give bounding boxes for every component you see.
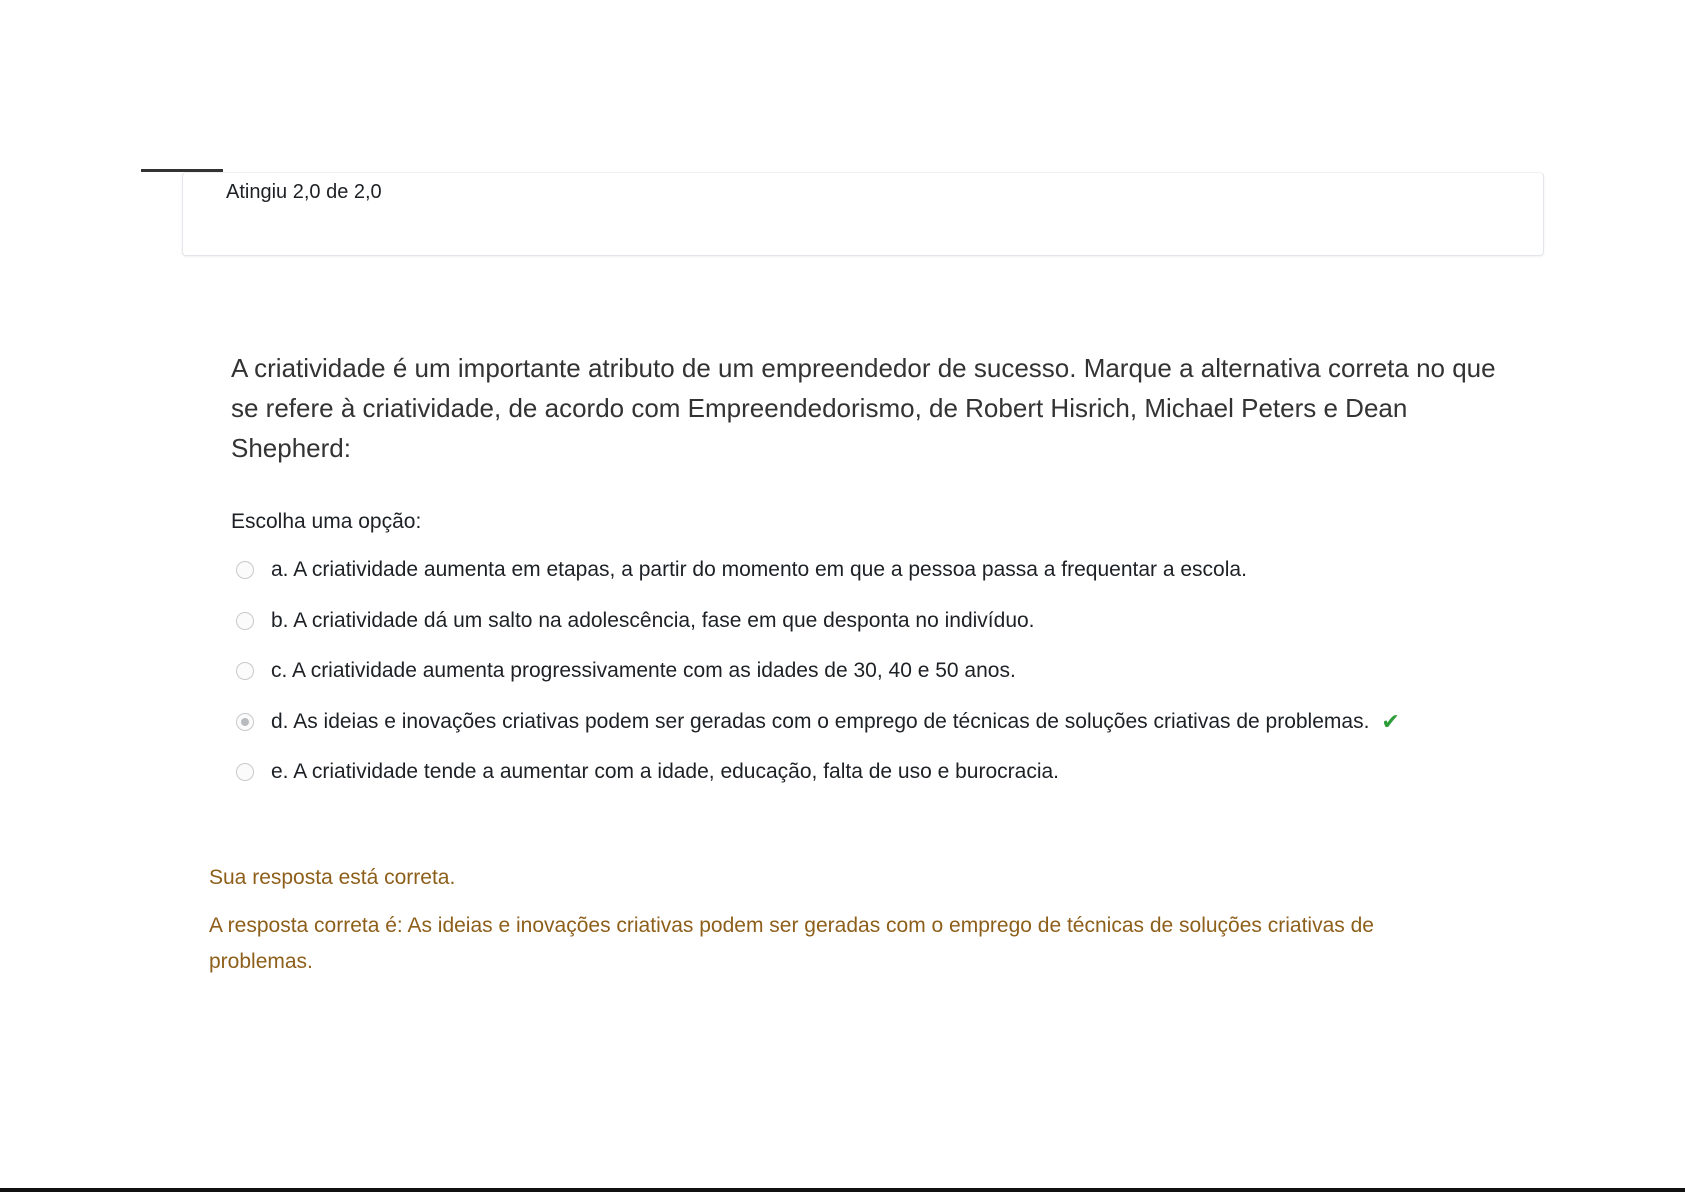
- grade-card: [182, 172, 1544, 256]
- radio-button[interactable]: [236, 561, 254, 579]
- answer-label: d. As ideias e inovações criativas podem ser geradas com o emprego de técnicas de soluções criativas de problemas.: [271, 709, 1370, 733]
- answer-prompt: Escolha uma opção:: [231, 510, 422, 533]
- check-icon: ✔: [1381, 708, 1400, 734]
- answer-option-e[interactable]: [236, 747, 1536, 798]
- answer-option-c[interactable]: [236, 646, 1536, 697]
- answer-list: [236, 545, 1536, 798]
- radio-button-selected[interactable]: [236, 713, 254, 731]
- answer-label: a. A criatividade aumenta em etapas, a partir do momento em que a pessoa passa a frequentar a escola.: [271, 558, 1247, 582]
- answer-label: b. A criatividade dá um salto na adolescência, fase em que desponta no indivíduo.: [271, 608, 1035, 632]
- answer-option-d[interactable]: [236, 697, 1536, 748]
- radio-button[interactable]: [236, 662, 254, 680]
- grade-text: Atingiu 2,0 de 2,0: [226, 181, 382, 203]
- feedback-panel: [209, 866, 1469, 980]
- radio-button[interactable]: [236, 763, 254, 781]
- radio-button[interactable]: [236, 612, 254, 630]
- correct-answer-text: A resposta correta é: As ideias e inovações criativas podem ser geradas com o emprego de técnicas de soluções criativas de problemas.: [209, 914, 1374, 973]
- answer-option-a[interactable]: [236, 545, 1536, 596]
- answer-label: e. A criatividade tende a aumentar com a idade, educação, falta de uso e burocracia.: [271, 760, 1060, 784]
- bottom-border: [0, 1188, 1685, 1192]
- feedback-status: Sua resposta está correta.: [209, 866, 456, 889]
- answer-option-b[interactable]: [236, 596, 1536, 647]
- question-text: A criatividade é um importante atributo de um empreendedor de sucesso. Marque a alternativa correta no que se refere à criatividade, de acordo com Empreendedorismo, de Robert Hisrich, Michael Peters e Dean Shepherd:: [231, 353, 1496, 463]
- answer-label: c. A criatividade aumenta progressivamente com as idades de 30, 40 e 50 anos.: [271, 659, 1016, 683]
